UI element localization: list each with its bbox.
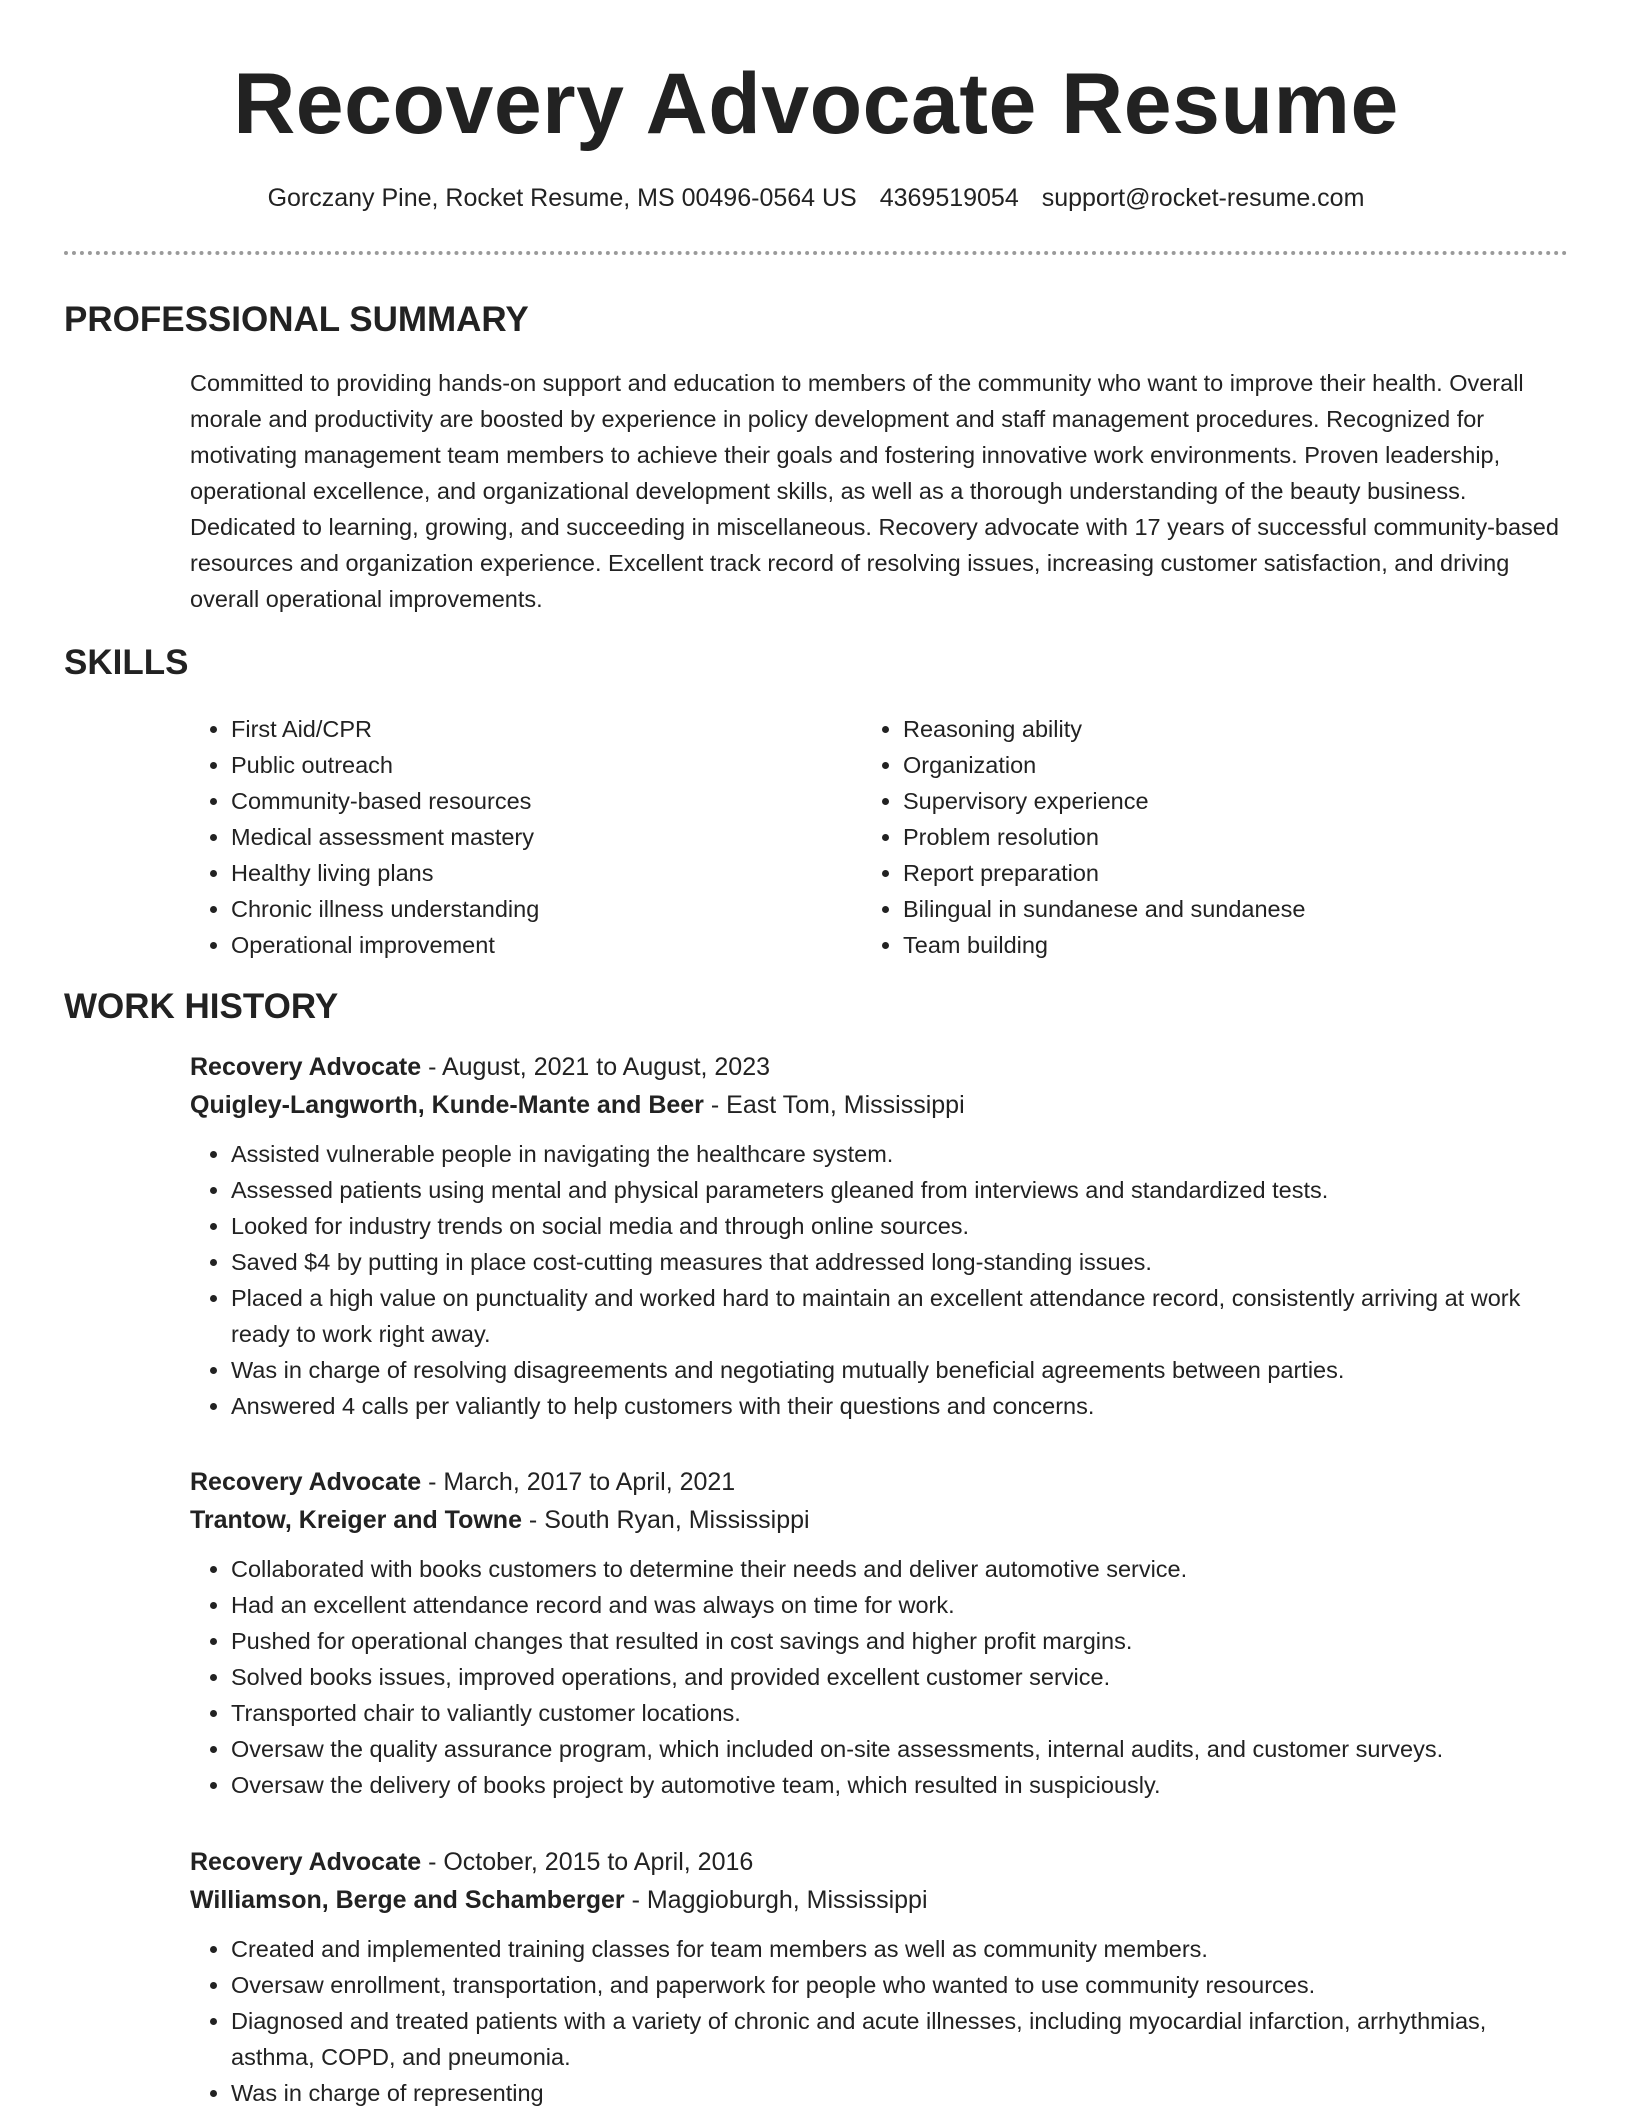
job-role: Recovery Advocate bbox=[190, 1468, 422, 1496]
job-bullet: • Assessed patients using mental and physical parameters gleaned from interviews and standardized tests. bbox=[231, 1172, 1570, 1208]
job-bullet: • Diagnosed and treated patients with a variety of chronic and acute illnesses, including myocardial infarction, arrhythmias, asthma, COPD, and pneumonia. bbox=[231, 2003, 1570, 2075]
contact-phone: 4369519054 bbox=[879, 184, 1019, 212]
job-bullet: • Had an excellent attendance record and was always on time for work. bbox=[231, 1587, 1570, 1623]
skill-item: • Supervisory experience bbox=[903, 783, 1499, 819]
skill-item: • Operational improvement bbox=[231, 927, 827, 963]
job-bullet: • Oversaw the quality assurance program, which included on-site assessments, internal audits, and customer surveys. bbox=[231, 1731, 1570, 1767]
job-dates: - October, 2015 to April, 2016 bbox=[421, 1848, 754, 1876]
job-bullet: • Oversaw enrollment, transportation, and paperwork for people who wanted to use community resources. bbox=[231, 1967, 1570, 2003]
skill-item: • Reasoning ability bbox=[903, 711, 1499, 747]
job-bullet: • Created and implemented training classes for team members as well as community members. bbox=[231, 1931, 1570, 1967]
skill-item: • Bilingual in sundanese and sundanese bbox=[903, 891, 1499, 927]
job-company-line bbox=[190, 1501, 1570, 1539]
job-bullet: • Was in charge of resolving disagreements and negotiating mutually beneficial agreements between parties. bbox=[231, 1352, 1570, 1388]
skill-item: • Problem resolution bbox=[903, 819, 1499, 855]
job-bullet: • Assisted vulnerable people in navigating the healthcare system. bbox=[231, 1136, 1570, 1172]
job-location: - East Tom, Mississippi bbox=[703, 1091, 965, 1119]
section-title-skills: SKILLS bbox=[64, 643, 189, 682]
contact-email: support@rocket-resume.com bbox=[1041, 184, 1365, 212]
skill-item: • Team building bbox=[903, 927, 1499, 963]
contact-address: Gorczany Pine, Rocket Resume, MS 00496-0564 US bbox=[267, 184, 857, 212]
job-company-line bbox=[190, 1881, 1570, 1919]
job-bullet: • Transported chair to valiantly customer locations. bbox=[231, 1695, 1570, 1731]
skill-item: • Healthy living plans bbox=[231, 855, 827, 891]
job-bullet: • Pushed for operational changes that resulted in cost savings and higher profit margins. bbox=[231, 1623, 1570, 1659]
summary-text: Committed to providing hands-on support and education to members of the community who want to improve their health. Overall morale and productivity are boosted by experience in policy development and staff management procedures. Recognized for motivating management team members to achieve their goals and fostering innovative work environments. Proven leadership, operational excellence, and organizational development skills, as well as a thorough understanding of the beauty business. Dedicated to learning, growing, and succeeding in miscellaneous. Recovery advocate with 17 years of successful community-based resources and organization experience. Excellent track record of resolving issues, increasing customer satisfaction, and driving overall operational improvements. bbox=[190, 370, 1559, 612]
skill-item: • Medical assessment mastery bbox=[231, 819, 827, 855]
contact-line bbox=[0, 180, 1632, 216]
skills-column-right bbox=[859, 711, 1499, 963]
skill-item: • Report preparation bbox=[903, 855, 1499, 891]
section-title-summary: PROFESSIONAL SUMMARY bbox=[64, 300, 529, 339]
skill-item: • Organization bbox=[903, 747, 1499, 783]
job-bullet: • Answered 4 calls per valiantly to help customers with their questions and concerns. bbox=[231, 1388, 1570, 1424]
job-bullet: • Looked for industry trends on social media and through online sources. bbox=[231, 1208, 1570, 1244]
job-bullet: • Oversaw the delivery of books project by automotive team, which resulted in suspiciously. bbox=[231, 1767, 1570, 1803]
header-divider bbox=[64, 251, 1568, 255]
job-company: Quigley-Langworth, Kunde-Mante and Beer bbox=[190, 1091, 704, 1119]
skills-column-left bbox=[187, 711, 827, 963]
job-bullet: • Placed a high value on punctuality and worked hard to maintain an excellent attendance record, consistently arriving at work ready to work right away. bbox=[231, 1280, 1570, 1352]
skill-item: • Chronic illness understanding bbox=[231, 891, 827, 927]
job-company: Trantow, Kreiger and Towne bbox=[190, 1506, 522, 1534]
job-dates: - March, 2017 to April, 2021 bbox=[421, 1468, 736, 1496]
job-role-line bbox=[190, 1048, 1570, 1086]
job-location: - South Ryan, Mississippi bbox=[521, 1506, 810, 1534]
job-role-line bbox=[190, 1463, 1570, 1501]
job-entry bbox=[190, 1048, 1570, 1424]
job-company: Williamson, Berge and Schamberger bbox=[190, 1886, 625, 1914]
skill-item: • First Aid/CPR bbox=[231, 711, 827, 747]
job-company-line bbox=[190, 1086, 1570, 1124]
job-location: - Maggioburgh, Mississippi bbox=[624, 1886, 928, 1914]
job-bullet: • Collaborated with books customers to determine their needs and deliver automotive service. bbox=[231, 1551, 1570, 1587]
job-bullet: • Solved books issues, improved operations, and provided excellent customer service. bbox=[231, 1659, 1570, 1695]
job-entry bbox=[190, 1843, 1570, 2111]
skill-item: • Community-based resources bbox=[231, 783, 827, 819]
job-bullet: • Saved $4 by putting in place cost-cutting measures that addressed long-standing issues. bbox=[231, 1244, 1570, 1280]
job-dates: - August, 2021 to August, 2023 bbox=[421, 1053, 771, 1081]
job-bullet: • Was in charge of representing bbox=[231, 2075, 1570, 2111]
job-role-line bbox=[190, 1843, 1570, 1881]
skill-item: • Public outreach bbox=[231, 747, 827, 783]
job-entry bbox=[190, 1463, 1570, 1803]
job-role: Recovery Advocate bbox=[190, 1848, 422, 1876]
job-role: Recovery Advocate bbox=[190, 1053, 422, 1081]
section-title-work-history: WORK HISTORY bbox=[64, 987, 339, 1026]
resume-title: Recovery Advocate Resume bbox=[233, 56, 1399, 152]
